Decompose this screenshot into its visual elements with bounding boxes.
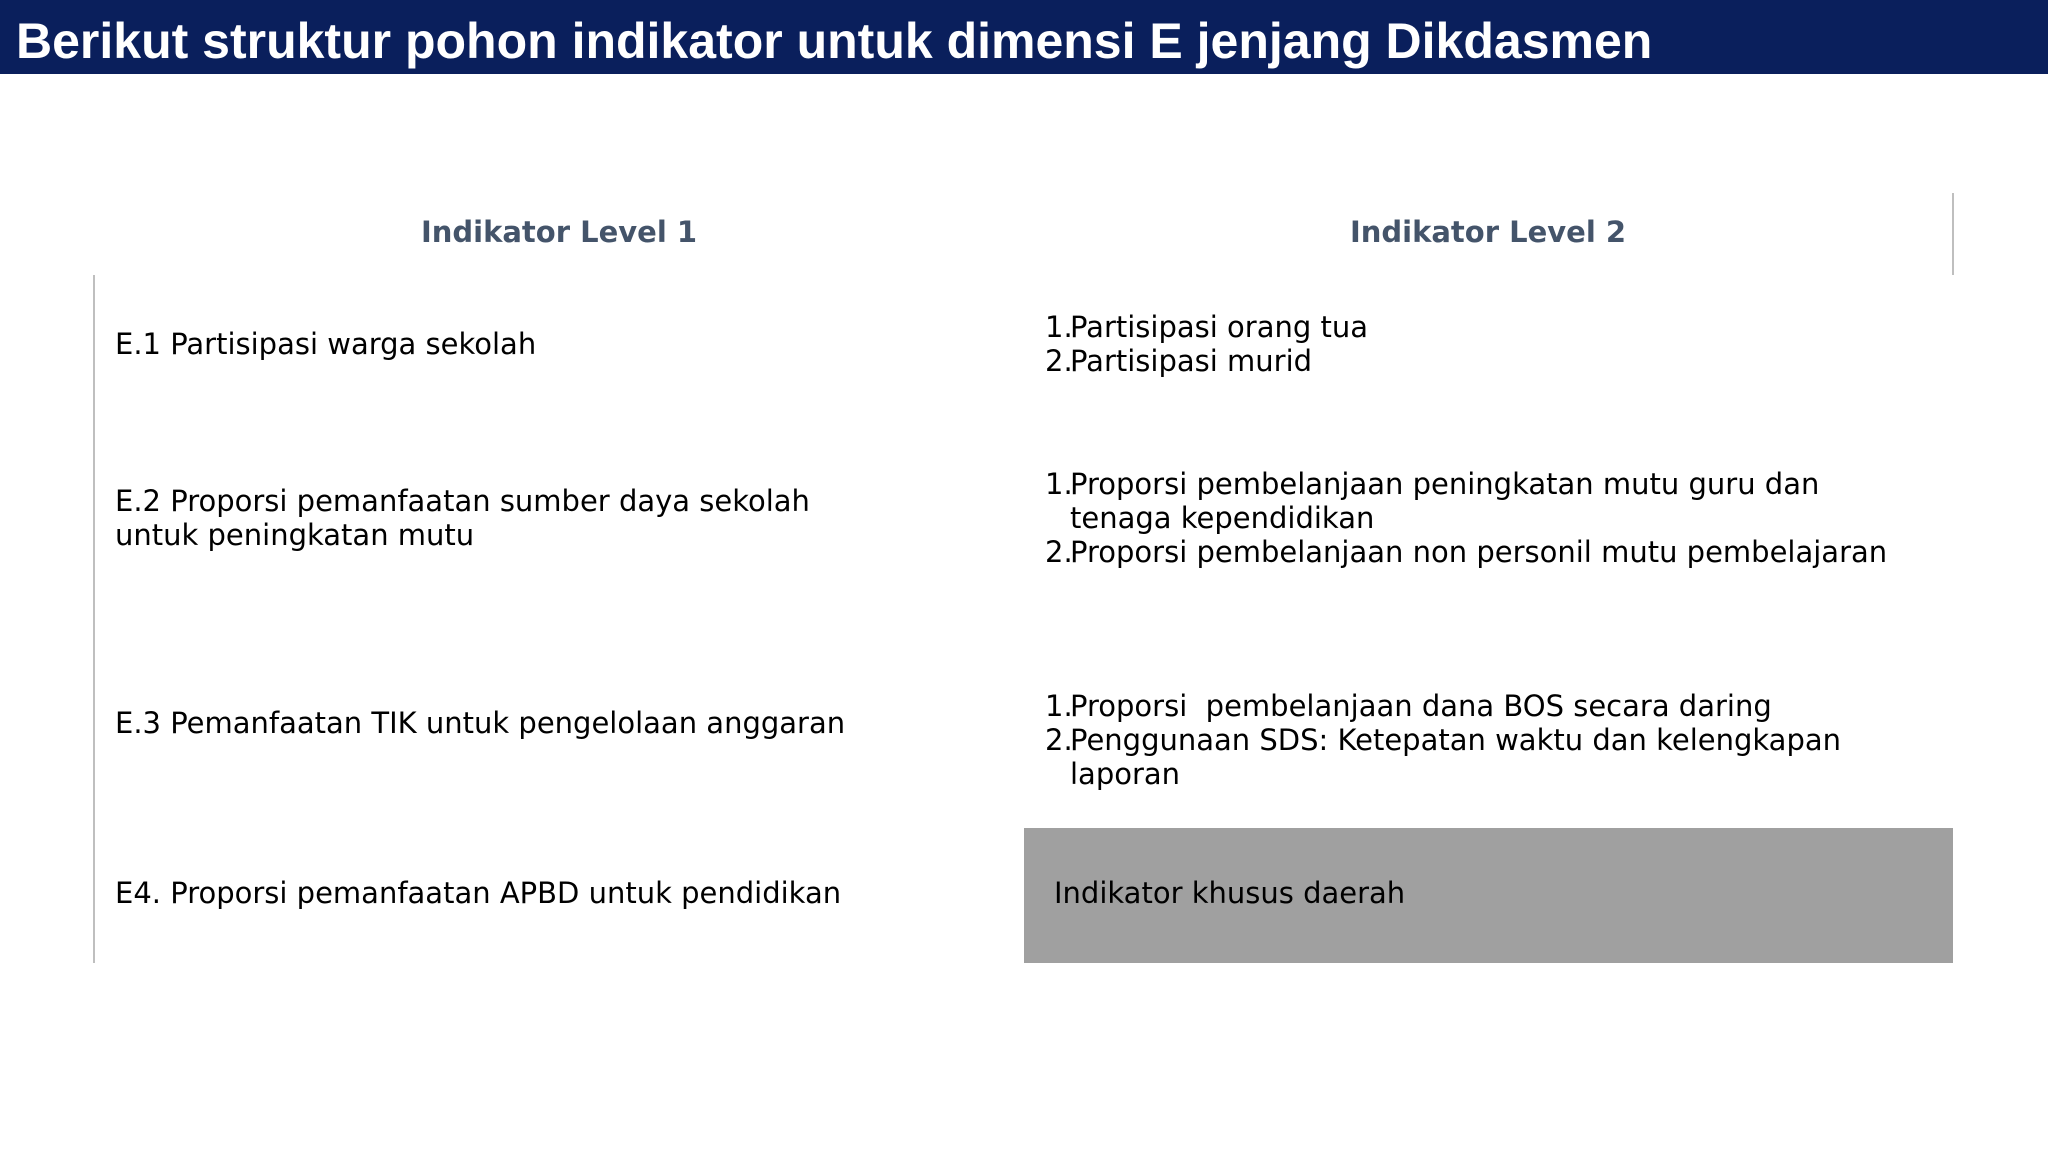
level2-list-e3	[1045, 689, 1945, 791]
item-text: Proporsi pembelanjaan non personil mutu pembelajaran	[1070, 535, 1888, 569]
item-text: Proporsi pembelanjaan dana BOS secara daring	[1070, 689, 1772, 723]
level2-item	[1045, 310, 1945, 344]
page-title: Berikut struktur pohon indikator untuk dimensi E jenjang Dikdasmen	[16, 13, 1653, 69]
special-indicator-box	[1024, 828, 1953, 963]
column-header-level-1: Indikator Level 1	[420, 215, 698, 249]
level2-item	[1045, 689, 1945, 723]
level2-item	[1045, 723, 1945, 791]
special-indicator-label: Indikator khusus daerah	[1054, 876, 1406, 910]
item-number: 1.	[1045, 689, 1073, 723]
item-number: 2.	[1045, 344, 1073, 378]
item-text: Proporsi pembelanjaan peningkatan mutu guru dan tenaga kependidikan	[1070, 467, 1820, 535]
level2-list-e1	[1045, 310, 1945, 378]
level1-item-e1: E.1 Partisipasi warga sekolah	[115, 327, 537, 361]
item-number: 1.	[1045, 467, 1073, 501]
level2-item	[1045, 467, 1925, 535]
level1-item-e4: E4. Proporsi pemanfaatan APBD untuk pendidikan	[115, 876, 842, 910]
header-divider-line	[1952, 193, 1954, 275]
level2-list-e2	[1045, 467, 1925, 569]
column-header-level-2: Indikator Level 2	[1349, 215, 1627, 249]
tree-connector-line	[93, 275, 95, 963]
item-text: Penggunaan SDS: Ketepatan waktu dan kelengkapan laporan	[1070, 723, 1842, 791]
level2-item	[1045, 535, 1925, 569]
item-number: 2.	[1045, 723, 1073, 757]
item-number: 2.	[1045, 535, 1073, 569]
item-text: Partisipasi murid	[1070, 344, 1313, 378]
level2-item	[1045, 344, 1945, 378]
level1-item-e2: E.2 Proporsi pemanfaatan sumber daya sekolah untuk peningkatan mutu	[115, 484, 810, 552]
item-text: Partisipasi orang tua	[1070, 310, 1369, 344]
item-number: 1.	[1045, 310, 1073, 344]
title-bar	[0, 0, 2048, 74]
level1-item-e3: E.3 Pemanfaatan TIK untuk pengelolaan anggaran	[115, 706, 846, 740]
